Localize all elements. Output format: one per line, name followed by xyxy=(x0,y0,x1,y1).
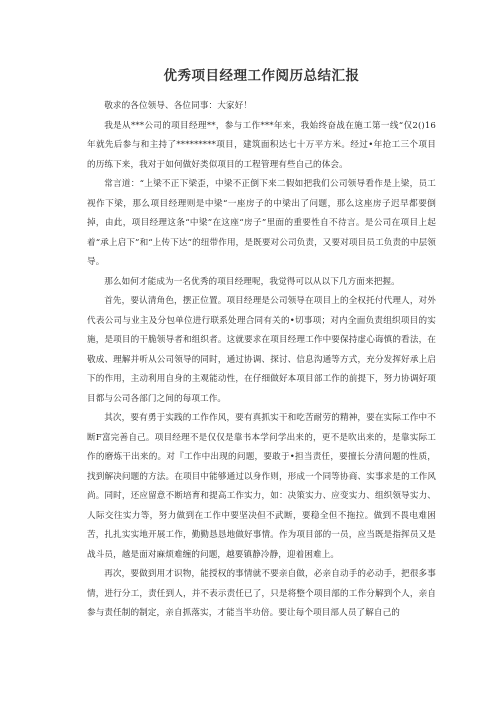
document-title: 优秀项目经理工作阅历总结汇报 xyxy=(163,68,360,84)
paragraph-question: 那么如何才能成为一名优秀的项目经理呢，我觉得可以从以下几方面来把握。 xyxy=(104,276,400,287)
paragraph-greeting: 敬求的各位领导、各位同事：大家好！ xyxy=(104,101,252,111)
paragraph-third-point: 再次，要做到用才识物，能授权的事情就不要亲自做，必亲自动手的必动手，把很多事情，进行分工，责任到人，并不表示责任已了，只是将整个项目部的工作分解到个人，亲自参与责任制的制定，亲自抓落实，才能当半功倍。要让每个项目部人员了解自己的 xyxy=(87,569,436,618)
paragraph-first-point: 首先，要认清角色，摆正位置。项目经理是公司领导在项目上的全权托付代理人，对外代表公司与业主及分包单位进行联系处理合同有关的•切事项；对内全面负责组织项目的实施，是项目的干脆领导者和组织者。这就要求在项目经理工作中要保持虚心诲慎的看法，在敬成、理解并听从公司领导的同时，通过协调、探讨、信息沟通等方式，充分发挥好承上启下的作用，主动利用自身的主观能动性，在仔细做好本项目部工作的前提下，努力协调好项目都与公司各部门之间的每项工作。 xyxy=(87,296,436,404)
paragraph-second-point: 其次，要有勇于实践的工作作风，要有真抓实干和吃苦耐劳的精神，要在实际工作中不断F富完善自己。项目经理不是仅仅是靠书本学问学出来的，更不是吹出来的，是靠实际工作的磨炼干出来的。对『工作中出现的问题，要敢于•担当责任，要擅长分清问题的性质，找到解决问题的方法。在项目中能够通过以身作则，形成一个同等协商、实事求是的工作风尚。同时，还应留意不断培育和提高工作实力，如：决策实力、应变实力、组织领导实力、人际交往实力等，努力做到在工作中要坚决但不武断，要稳全但不拖拉。做到不畏电难困苦，扎扎实实地开展工作，勤勤恳恳地做好事情。作为项目部的一员，应当既是指挥员又是战斗员，越是面对麻烦难缠的问题，越要镇静冷静，迎着困难上。 xyxy=(87,413,436,560)
paragraph-saying: 常言道：“上梁不正下梁歪，中梁不正倒下来二假如把我们公司领导看作是上梁，员工视作下梁，那么项目经理则是中梁“一座房子的中梁出了问题，那么这座房子迟早都要倒掉，由此，项目经理这条“中梁”在这座“房子”里面的重要性自不待言。是公司在项目上起着“承上启下”和“上传下达”的纽带作用，是既要对公司负责，又要对项目员工负责的中层领导。 xyxy=(87,179,436,267)
paragraph-intro: 我是从***公司的项目经理**，参与工作***年来，我始终奋战在施工第一线“仅2()16年就先后参与和主持了*********项目，建筑面积达七十万平方米。经过•年抢工三个项目的历练下来，我对于如何做好类似项目的工程管理有些自己的体会。 xyxy=(87,120,436,170)
